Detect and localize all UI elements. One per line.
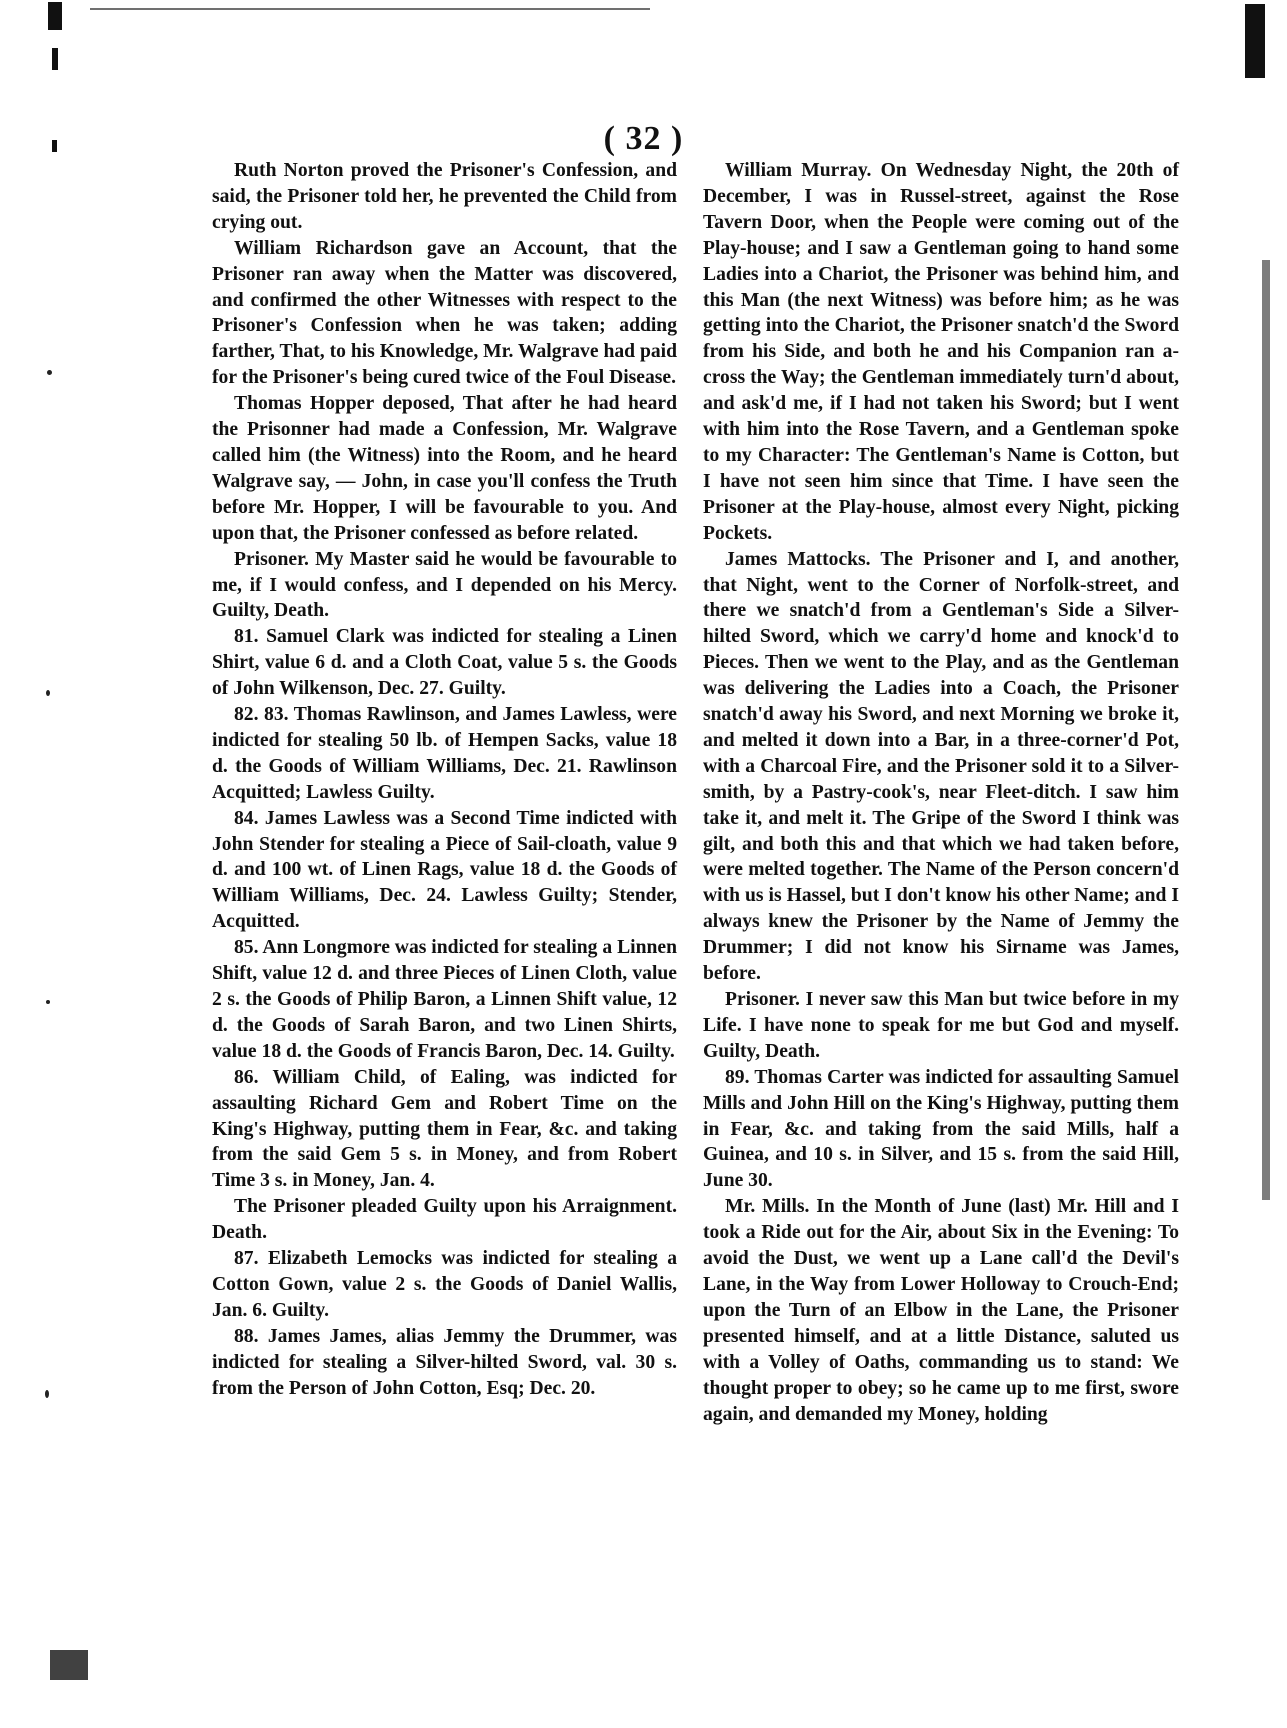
paragraph: 88. James James, alias Jemmy the Drummer, was indicted for stealing a Silver-hilted Sword, val. 30 s. from the Person of John Cotton, Esq; Dec. 20. (212, 1325, 677, 1399)
paragraph: Prisoner. My Master said he would be favourable to me, if I would confess, and I depended on his Mercy. Guilty, Death. (212, 548, 677, 622)
paragraph: William Richardson gave an Account, that the Prisoner ran away when the Matter was discovered, and confirmed the other Witnesses with respect to the Prisoner's Confession when he was taken; adding farther, That, to his Knowledge, Mr. Walgrave had paid for the Prisoner's being cured twice of the Foul Disease. (212, 237, 677, 389)
paragraph: Ruth Norton proved the Prisoner's Confession, and said, the Prisoner told her, he prevented the Child from crying out. (212, 160, 677, 233)
paragraph: 86. William Child, of Ealing, was indicted for assaulting Richard Gem and Robert Time on the King's Highway, putting them in Fear, &c. and taking from the said Gem 5 s. in Money, and from Robert Time 3 s. in Money, Jan. 4. (212, 1066, 677, 1192)
paragraph: Thomas Hopper deposed, That after he had heard the Prisonner had made a Confession, Mr. Walgrave called him (the Witness) into the Room, and he heard Walgrave say, — John, in case you'll confess the Truth before Mr. Hopper, I will be favourable to you. And upon that, the Prisoner confessed as before related. (212, 393, 677, 544)
paragraph: William Murray. On Wednesday Night, the 20th of December, I was in Russel-street, against the Rose Tavern Door, when the People were coming out of the Play-house; and I saw a Gentleman going to hand some Ladies into a Chariot, the Prisoner was behind him, and this Man (the next Witness) was before him; as he was getting into the Chariot, the Prisoner snatch'd the Sword from his Side, and both he and his Companion ran a-cross the Way; the Gentleman immediately turn'd about, and ask'd me, if I had not taken his Sword; but I went with him into the Rose Tavern, and a Gentleman spoke to my Character: The Gentleman's Name is Cotton, but I have not seen him since that Time. I have seen the Prisoner at the Play-house, almost every Night, picking Pockets. (703, 160, 1179, 544)
paragraph: James Mattocks. The Prisoner and I, and another, that Night, went to the Corner of Norfolk-street, and there we snatch'd from a Gentleman's Side a Silver-hilted Sword, which we carry'd home and knock'd to Pieces. Then we went to the Play, and as the Gentleman was delivering the Ladies into a Coach, the Prisoner snatch'd away his Sword, and next Morning we broke it, and melted it down into a Bar, in a three-corner'd Pot, with a Charcoal Fire, and the Prisoner sold it to a Silver-smith, by a Pastry-cook's, near Fleet-ditch. I saw him take it, and melt it. The Gripe of the Sword I think was gilt, and both this and that which we had taken before, were melted together. The Name of the Person concern'd with us is Hassel, but I don't know his other Name; and I always knew the Prisoner by the Name of Jemmy the Drummer; I did not know his Sirname was James, before. (703, 548, 1179, 985)
scan-speck (45, 1390, 49, 1398)
scan-mark-right-edge (1262, 260, 1270, 1200)
paragraph: 81. Samuel Clark was indicted for stealing a Linen Shirt, value 6 d. and a Cloth Coat, value 5 s. the Goods of John Wilkenson, Dec. 27. Guilty. (212, 626, 677, 700)
paragraph: Mr. Mills. In the Month of June (last) Mr. Hill and I took a Ride out for the Air, about Six in the Evening: To avoid the Dust, we went up a Lane call'd the Devil's Lane, in the Way from Lower Holloway to Crouch-End; upon the Turn of an Elbow in the Lane, the Prisoner presented himself, and at a little Distance, saluted us with a Volley of Oaths, commanding us to stand: We thought proper to obey; so he came up to me first, swore again, and demanded my Money, holding (703, 1196, 1179, 1425)
paragraph: 82. 83. Thomas Rawlinson, and James Lawless, were indicted for stealing 50 lb. of Hempen Sacks, value 18 d. the Goods of William Williams, Dec. 21. Rawlinson Acquitted; Lawless Guilty. (212, 704, 677, 803)
scan-speck (46, 690, 50, 696)
paragraph: The Prisoner pleaded Guilty upon his Arraignment. Death. (212, 1196, 677, 1244)
left-column (212, 158, 677, 1402)
right-column (703, 158, 1179, 1427)
paragraph: 85. Ann Longmore was indicted for stealing a Linnen Shift, value 12 d. and three Pieces of Linen Cloth, value 2 s. the Goods of Philip Baron, a Linnen Shift value, 12 d. the Goods of Sarah Baron, and two Linen Shirts, value 18 d. the Goods of Francis Baron, Dec. 14. Guilty. (212, 937, 677, 1062)
scan-mark-top-line (90, 8, 650, 10)
scan-mark-top-left (48, 2, 62, 30)
scan-mark-bottom-left (50, 1650, 88, 1680)
scan-mark-top-right (1245, 4, 1265, 78)
scan-mark-left-1 (52, 48, 58, 70)
paragraph: 89. Thomas Carter was indicted for assaulting Samuel Mills and John Hill on the King's Highway, putting them in Fear, &c. and taking from the said Mills, half a Guinea, and 10 s. in Silver, and 15 s. from the said Hill, June 30. (703, 1066, 1179, 1192)
scan-speck (47, 370, 52, 375)
scan-speck (46, 1000, 50, 1004)
paragraph: 87. Elizabeth Lemocks was indicted for stealing a Cotton Gown, value 2 s. the Goods of Daniel Wallis, Jan. 6. Guilty. (212, 1248, 677, 1321)
paragraph: 84. James Lawless was a Second Time indicted with John Stender for stealing a Piece of Sail-cloath, value 9 d. and 100 wt. of Linen Rags, value 18 d. the Goods of William Williams, Dec. 24. Lawless Guilty; Stender, Acquitted. (212, 807, 677, 933)
paragraph: Prisoner. I never saw this Man but twice before in my Life. I have none to speak for me but God and myself. Guilty, Death. (703, 989, 1179, 1062)
page-number: ( 32 ) (603, 120, 684, 157)
